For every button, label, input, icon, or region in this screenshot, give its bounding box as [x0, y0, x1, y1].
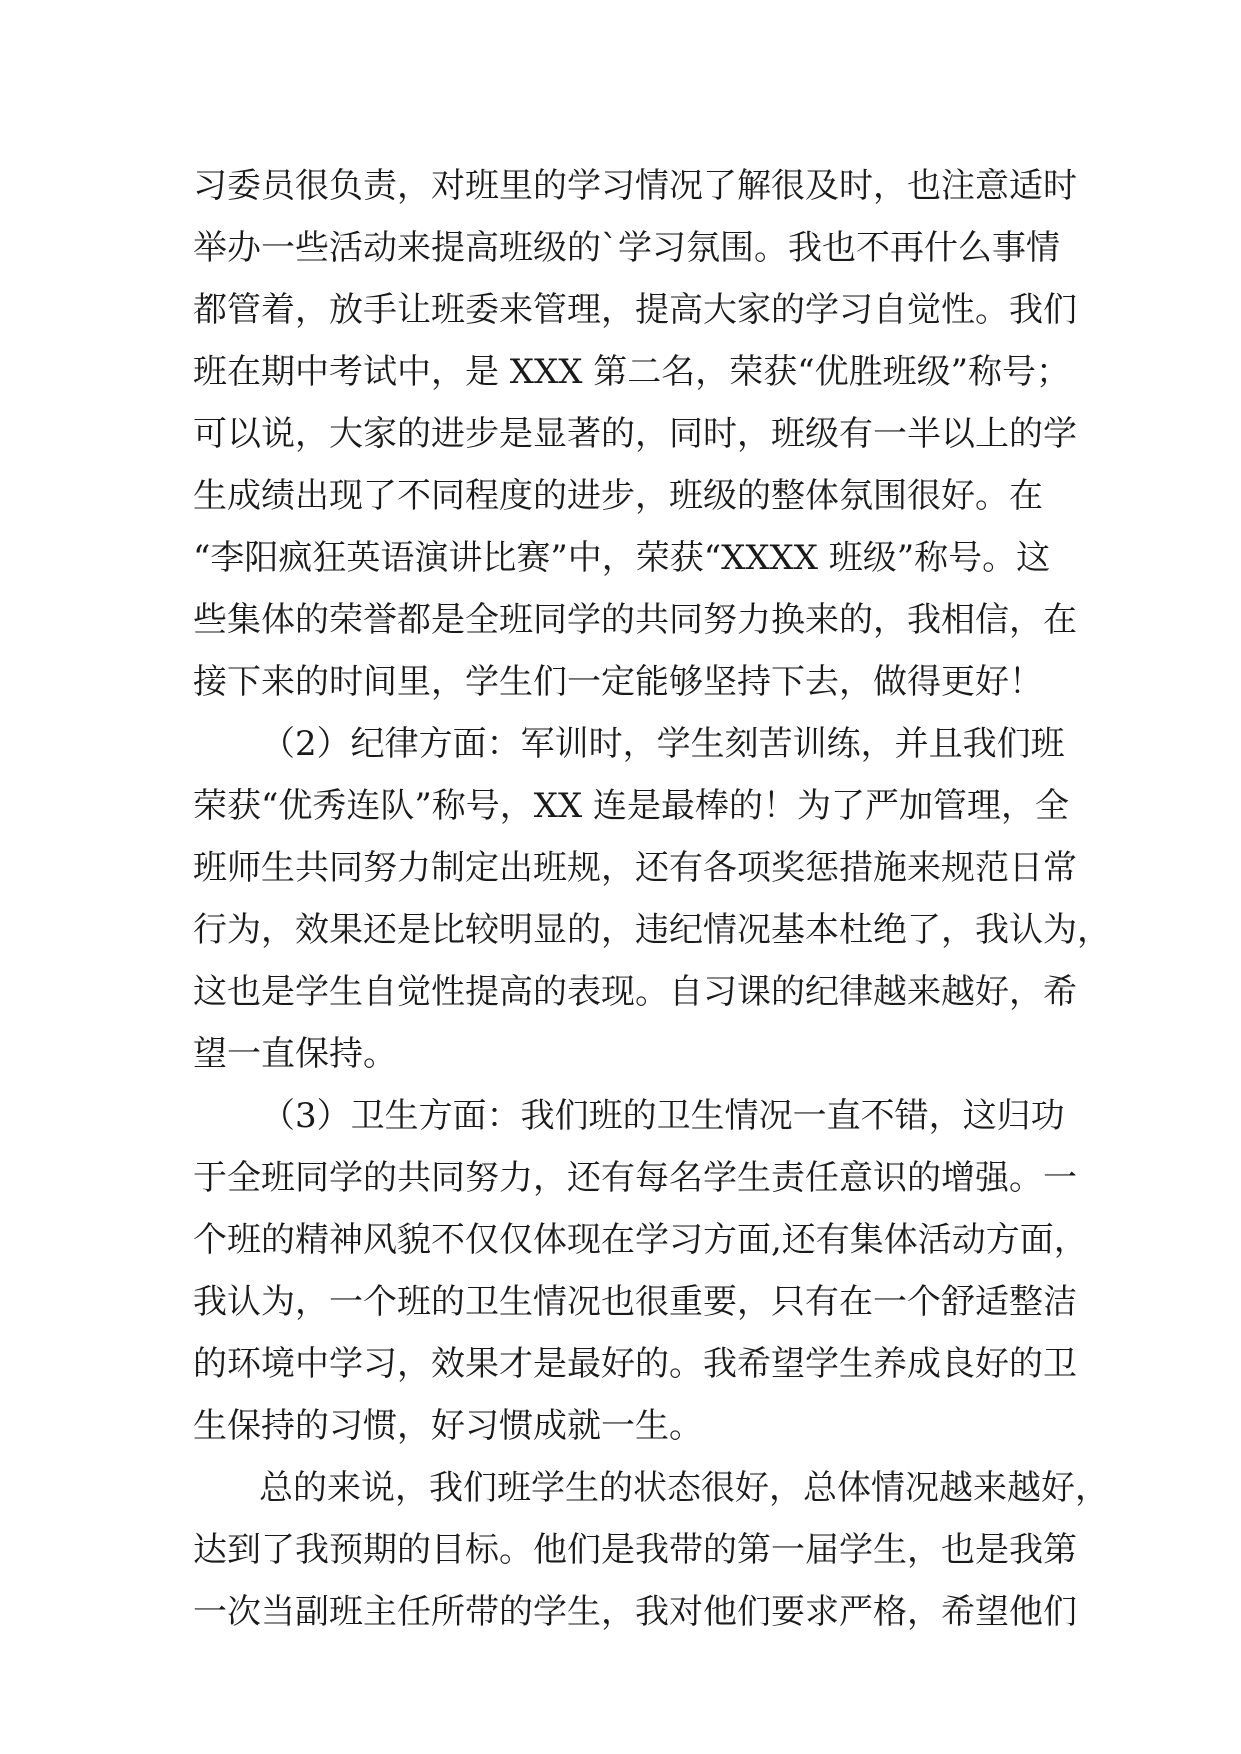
text-line: 荣获“优秀连队”称号，XX 连是最棒的！为了严加管理，全 — [193, 786, 1069, 826]
text-line: 个班的精神风貌不仅仅体现在学习方面,还有集体活动方面， — [193, 1220, 1088, 1260]
paragraph-start-hygiene: （3）卫生方面：我们班的卫生情况一直不错，这归功 — [261, 1096, 1065, 1136]
text-line: 生保持的习惯，好习惯成就一生。 — [193, 1406, 703, 1446]
text-line: 的环境中学习，效果才是最好的。我希望学生养成良好的卫 — [193, 1344, 1077, 1384]
text-line: 生成绩出现了不同程度的进步，班级的整体氛围很好。在 — [193, 476, 1043, 516]
text-line: 达到了我预期的目标。他们是我带的第一届学生，也是我第 — [193, 1530, 1077, 1570]
text-line: 班在期中考试中，是 XXX 第二名，荣获“优胜班级”称号； — [193, 352, 1070, 392]
text-line: 接下来的时间里，学生们一定能够坚持下去，做得更好！ — [193, 662, 1043, 702]
text-line: 习委员很负责，对班里的学习情况了解很及时，也注意适时 — [193, 166, 1077, 206]
text-line: 于全班同学的共同努力，还有每名学生责任意识的增强。一 — [193, 1158, 1077, 1198]
text-line: 行为，效果还是比较明显的，违纪情况基本杜绝了，我认为， — [193, 910, 1111, 950]
paragraph-start-discipline: （2）纪律方面：军训时，学生刻苦训练，并且我们班 — [261, 724, 1065, 764]
text-line: 这也是学生自觉性提高的表现。自习课的纪律越来越好，希 — [193, 972, 1077, 1012]
text-line: 可以说，大家的进步是显著的，同时，班级有一半以上的学 — [193, 414, 1077, 454]
text-line: 一次当副班主任所带的学生，我对他们要求严格，希望他们 — [193, 1592, 1077, 1632]
text-line: 我认为，一个班的卫生情况也很重要，只有在一个舒适整洁 — [193, 1282, 1077, 1322]
text-line: 望一直保持。 — [193, 1034, 397, 1074]
text-line: 举办一些活动来提高班级的`学习氛围。我也不再什么事情 — [193, 228, 1060, 268]
text-line: 些集体的荣誉都是全班同学的共同努力换来的，我相信，在 — [193, 600, 1077, 640]
body-text — [193, 155, 1111, 1643]
text-line: 班师生共同努力制定出班规，还有各项奖惩措施来规范日常 — [193, 848, 1077, 888]
text-line: “李阳疯狂英语演讲比赛”中，荣获“XXXX 班级”称号。这 — [193, 538, 1051, 578]
text-line: 都管着，放手让班委来管理，提高大家的学习自觉性。我们 — [193, 290, 1077, 330]
paragraph-start-summary: 总的来说，我们班学生的状态很好，总体情况越来越好， — [259, 1468, 1109, 1508]
